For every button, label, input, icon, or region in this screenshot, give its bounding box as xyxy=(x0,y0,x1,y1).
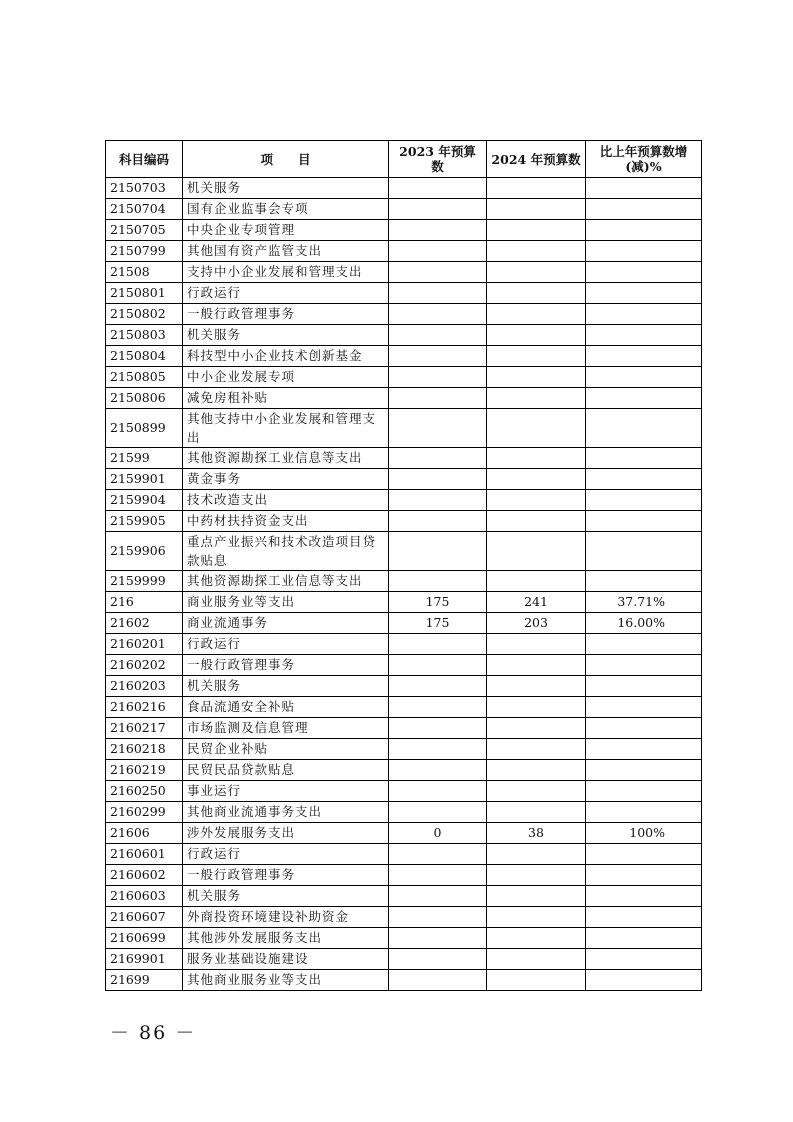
row-change-value xyxy=(586,970,702,991)
row-change-value xyxy=(586,199,702,220)
row-name: 市场监测及信息管理 xyxy=(183,718,389,739)
row-change-value xyxy=(586,178,702,199)
row-2023-value xyxy=(389,865,487,886)
row-name: 中小企业发展专项 xyxy=(183,367,389,388)
row-code: 2160201 xyxy=(106,634,183,655)
row-name: 科技型中小企业技术创新基金 xyxy=(183,346,389,367)
row-2023-value xyxy=(389,781,487,802)
row-2024-value xyxy=(487,511,586,532)
header-change: 比上年预算数增(减)% xyxy=(586,141,702,178)
page-number: － 86 － xyxy=(110,1022,197,1044)
row-code: 2150801 xyxy=(106,283,183,304)
row-2024-value xyxy=(487,241,586,262)
row-2023-value xyxy=(389,511,487,532)
row-code: 2150705 xyxy=(106,220,183,241)
row-name: 服务业基础设施建设 xyxy=(183,949,389,970)
row-change-value xyxy=(586,697,702,718)
row-name: 支持中小企业发展和管理支出 xyxy=(183,262,389,283)
row-name: 一般行政管理事务 xyxy=(183,655,389,676)
row-change-value xyxy=(586,760,702,781)
row-2024-value xyxy=(487,571,586,592)
table-row xyxy=(106,262,702,283)
row-2024-value xyxy=(487,532,586,571)
row-code: 2160607 xyxy=(106,907,183,928)
table-row xyxy=(106,886,702,907)
row-2024-value: 203 xyxy=(487,613,586,634)
row-name: 机关服务 xyxy=(183,178,389,199)
row-name: 民贸民品贷款贴息 xyxy=(183,760,389,781)
row-2024-value xyxy=(487,262,586,283)
row-change-value: 16.00% xyxy=(586,613,702,634)
table-header-row xyxy=(106,141,702,178)
table-body xyxy=(106,178,702,991)
row-2023-value xyxy=(389,844,487,865)
row-2024-value xyxy=(487,634,586,655)
row-2023-value xyxy=(389,802,487,823)
row-2023-value xyxy=(389,949,487,970)
row-code: 2150806 xyxy=(106,388,183,409)
row-2024-value xyxy=(487,409,586,448)
row-name: 一般行政管理事务 xyxy=(183,865,389,886)
row-2023-value xyxy=(389,262,487,283)
row-change-value xyxy=(586,367,702,388)
row-change-value xyxy=(586,718,702,739)
row-2024-value: 38 xyxy=(487,823,586,844)
header-2024: 2024 年预算数 xyxy=(487,141,586,178)
row-code: 2160218 xyxy=(106,739,183,760)
table-row xyxy=(106,448,702,469)
row-2023-value xyxy=(389,199,487,220)
row-2023-value xyxy=(389,676,487,697)
row-code: 2159999 xyxy=(106,571,183,592)
row-code: 2159901 xyxy=(106,469,183,490)
row-2024-value xyxy=(487,388,586,409)
row-2023-value xyxy=(389,367,487,388)
row-2024-value xyxy=(487,346,586,367)
table-row xyxy=(106,592,702,613)
table-row xyxy=(106,697,702,718)
row-2024-value xyxy=(487,760,586,781)
row-name: 商业流通事务 xyxy=(183,613,389,634)
row-code: 2160202 xyxy=(106,655,183,676)
table-row xyxy=(106,676,702,697)
table-row xyxy=(106,928,702,949)
row-2024-value: 241 xyxy=(487,592,586,613)
row-change-value xyxy=(586,469,702,490)
row-code: 2150804 xyxy=(106,346,183,367)
table-row xyxy=(106,388,702,409)
row-2024-value xyxy=(487,907,586,928)
row-code: 2150704 xyxy=(106,199,183,220)
row-code: 2160601 xyxy=(106,844,183,865)
row-2023-value xyxy=(389,634,487,655)
row-change-value: 37.71% xyxy=(586,592,702,613)
row-name: 其他资源勘探工业信息等支出 xyxy=(183,448,389,469)
row-2024-value xyxy=(487,865,586,886)
row-code: 2150703 xyxy=(106,178,183,199)
budget-table xyxy=(105,140,702,991)
row-code: 2150802 xyxy=(106,304,183,325)
row-2024-value xyxy=(487,802,586,823)
row-2024-value xyxy=(487,178,586,199)
row-2024-value xyxy=(487,676,586,697)
table-row xyxy=(106,325,702,346)
row-2024-value xyxy=(487,469,586,490)
table-row xyxy=(106,367,702,388)
row-name: 机关服务 xyxy=(183,325,389,346)
row-name: 民贸企业补贴 xyxy=(183,739,389,760)
table-row xyxy=(106,781,702,802)
row-2023-value xyxy=(389,532,487,571)
row-change-value xyxy=(586,802,702,823)
table-row xyxy=(106,718,702,739)
row-code: 216 xyxy=(106,592,183,613)
row-change-value xyxy=(586,241,702,262)
row-2023-value xyxy=(389,739,487,760)
table-row xyxy=(106,634,702,655)
row-name: 其他国有资产监管支出 xyxy=(183,241,389,262)
row-2023-value xyxy=(389,886,487,907)
row-change-value xyxy=(586,865,702,886)
table-row xyxy=(106,283,702,304)
row-2023-value: 0 xyxy=(389,823,487,844)
row-change-value xyxy=(586,781,702,802)
table-row xyxy=(106,823,702,844)
row-change-value xyxy=(586,634,702,655)
table-row xyxy=(106,346,702,367)
row-change-value xyxy=(586,886,702,907)
table-row xyxy=(106,844,702,865)
row-2024-value xyxy=(487,283,586,304)
row-2023-value xyxy=(389,388,487,409)
row-2023-value xyxy=(389,697,487,718)
row-2023-value xyxy=(389,760,487,781)
row-2024-value xyxy=(487,655,586,676)
row-change-value xyxy=(586,448,702,469)
row-code: 2160219 xyxy=(106,760,183,781)
row-change-value: 100% xyxy=(586,823,702,844)
row-change-value xyxy=(586,325,702,346)
table-row xyxy=(106,199,702,220)
table-row xyxy=(106,760,702,781)
table-row xyxy=(106,178,702,199)
row-name: 机关服务 xyxy=(183,676,389,697)
row-2023-value xyxy=(389,346,487,367)
row-2023-value xyxy=(389,907,487,928)
row-name: 机关服务 xyxy=(183,886,389,907)
row-2023-value xyxy=(389,304,487,325)
table-row xyxy=(106,970,702,991)
row-code: 2160216 xyxy=(106,697,183,718)
row-code: 2160250 xyxy=(106,781,183,802)
table-row xyxy=(106,865,702,886)
table-row xyxy=(106,220,702,241)
row-code: 2169901 xyxy=(106,949,183,970)
row-code: 2150799 xyxy=(106,241,183,262)
row-2023-value xyxy=(389,178,487,199)
row-2023-value xyxy=(389,970,487,991)
row-code: 2150899 xyxy=(106,409,183,448)
table-row xyxy=(106,409,702,448)
row-name: 涉外发展服务支出 xyxy=(183,823,389,844)
row-name: 其他资源勘探工业信息等支出 xyxy=(183,571,389,592)
row-2024-value xyxy=(487,739,586,760)
row-2023-value xyxy=(389,718,487,739)
table-row xyxy=(106,949,702,970)
row-name: 中药材扶持资金支出 xyxy=(183,511,389,532)
header-item: 项 目 xyxy=(183,141,389,178)
row-2023-value xyxy=(389,283,487,304)
row-code: 2159905 xyxy=(106,511,183,532)
row-code: 2159906 xyxy=(106,532,183,571)
row-code: 21699 xyxy=(106,970,183,991)
row-2023-value: 175 xyxy=(389,592,487,613)
row-code: 2160603 xyxy=(106,886,183,907)
row-name: 技术改造支出 xyxy=(183,490,389,511)
row-code: 2160299 xyxy=(106,802,183,823)
row-2023-value xyxy=(389,241,487,262)
row-2023-value xyxy=(389,655,487,676)
row-2023-value xyxy=(389,409,487,448)
table-row xyxy=(106,241,702,262)
table-row xyxy=(106,739,702,760)
row-name: 食品流通安全补贴 xyxy=(183,697,389,718)
header-2023: 2023 年预算数 xyxy=(389,141,487,178)
table-row xyxy=(106,304,702,325)
table-row xyxy=(106,469,702,490)
row-2023-value xyxy=(389,469,487,490)
table-row xyxy=(106,907,702,928)
row-2024-value xyxy=(487,220,586,241)
row-2024-value xyxy=(487,949,586,970)
row-name: 商业服务业等支出 xyxy=(183,592,389,613)
row-change-value xyxy=(586,532,702,571)
row-2023-value xyxy=(389,490,487,511)
row-name: 事业运行 xyxy=(183,781,389,802)
row-code: 2159904 xyxy=(106,490,183,511)
row-change-value xyxy=(586,907,702,928)
row-2024-value xyxy=(487,781,586,802)
row-code: 2160602 xyxy=(106,865,183,886)
row-change-value xyxy=(586,346,702,367)
row-2024-value xyxy=(487,718,586,739)
row-code: 21606 xyxy=(106,823,183,844)
row-2024-value xyxy=(487,325,586,346)
row-code: 21599 xyxy=(106,448,183,469)
row-2024-value xyxy=(487,304,586,325)
table-row xyxy=(106,511,702,532)
row-2024-value xyxy=(487,367,586,388)
row-code: 21602 xyxy=(106,613,183,634)
table-row xyxy=(106,532,702,571)
row-change-value xyxy=(586,949,702,970)
row-2024-value xyxy=(487,970,586,991)
row-name: 行政运行 xyxy=(183,283,389,304)
row-name: 黄金事务 xyxy=(183,469,389,490)
row-change-value xyxy=(586,844,702,865)
row-name: 一般行政管理事务 xyxy=(183,304,389,325)
row-2024-value xyxy=(487,697,586,718)
row-2023-value xyxy=(389,220,487,241)
row-name: 重点产业振兴和技术改造项目贷款贴息 xyxy=(183,532,389,571)
row-name: 其他涉外发展服务支出 xyxy=(183,928,389,949)
row-change-value xyxy=(586,283,702,304)
table-row xyxy=(106,655,702,676)
row-change-value xyxy=(586,655,702,676)
row-2023-value xyxy=(389,928,487,949)
row-2023-value xyxy=(389,571,487,592)
row-name: 减免房租补贴 xyxy=(183,388,389,409)
row-name: 其他支持中小企业发展和管理支出 xyxy=(183,409,389,448)
table-row xyxy=(106,802,702,823)
row-change-value xyxy=(586,490,702,511)
row-change-value xyxy=(586,571,702,592)
row-2024-value xyxy=(487,199,586,220)
row-change-value xyxy=(586,220,702,241)
row-name: 国有企业监事会专项 xyxy=(183,199,389,220)
row-change-value xyxy=(586,676,702,697)
row-2023-value xyxy=(389,448,487,469)
row-name: 行政运行 xyxy=(183,844,389,865)
row-2023-value: 175 xyxy=(389,613,487,634)
row-2024-value xyxy=(487,928,586,949)
row-change-value xyxy=(586,739,702,760)
row-change-value xyxy=(586,388,702,409)
row-2024-value xyxy=(487,490,586,511)
row-code: 2150803 xyxy=(106,325,183,346)
row-change-value xyxy=(586,262,702,283)
row-code: 2160203 xyxy=(106,676,183,697)
table-row xyxy=(106,490,702,511)
row-2023-value xyxy=(389,325,487,346)
row-name: 行政运行 xyxy=(183,634,389,655)
row-2024-value xyxy=(487,886,586,907)
row-name: 中央企业专项管理 xyxy=(183,220,389,241)
row-name: 其他商业流通事务支出 xyxy=(183,802,389,823)
row-2024-value xyxy=(487,844,586,865)
row-name: 外商投资环境建设补助资金 xyxy=(183,907,389,928)
row-code: 2150805 xyxy=(106,367,183,388)
table-row xyxy=(106,613,702,634)
row-name: 其他商业服务业等支出 xyxy=(183,970,389,991)
row-change-value xyxy=(586,511,702,532)
row-2024-value xyxy=(487,448,586,469)
header-code: 科目编码 xyxy=(106,141,183,178)
row-code: 21508 xyxy=(106,262,183,283)
row-change-value xyxy=(586,304,702,325)
row-change-value xyxy=(586,928,702,949)
row-change-value xyxy=(586,409,702,448)
row-code: 2160699 xyxy=(106,928,183,949)
table-row xyxy=(106,571,702,592)
row-code: 2160217 xyxy=(106,718,183,739)
